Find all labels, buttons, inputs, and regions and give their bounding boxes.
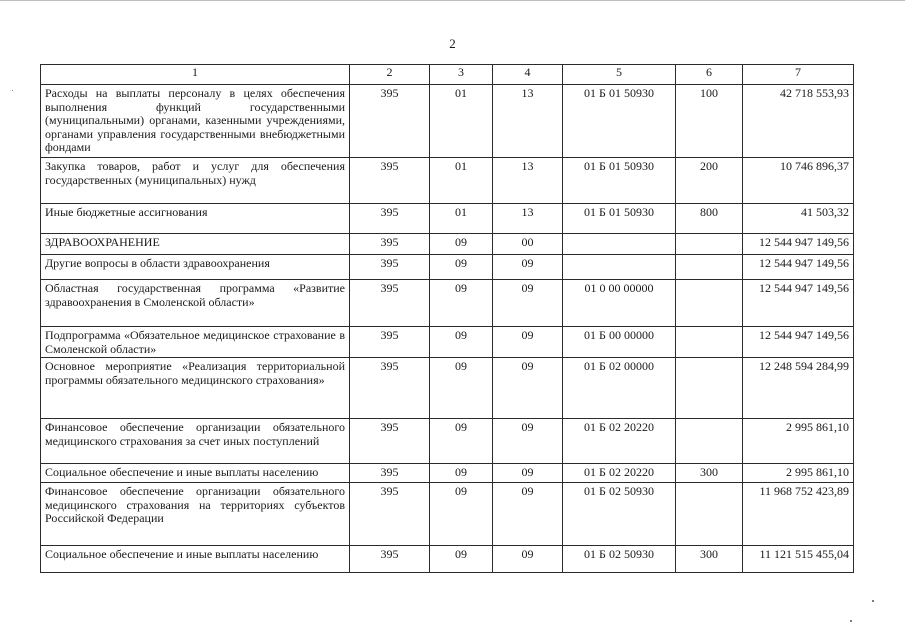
expense-type-code [676,255,743,280]
expense-type-code [676,483,743,546]
ministry-code: 395 [350,85,430,158]
expense-name: Финансовое обеспечение организации обязательного медицинского страхования за счет иных поступлений [41,419,350,464]
target-article-code: 01 Б 02 20220 [563,419,676,464]
subsection-code: 13 [493,204,563,234]
subsection-code: 13 [493,85,563,158]
expense-name: Подпрограмма «Обязательное медицинское страхование в Смоленской области» [41,327,350,358]
subsection-code: 13 [493,158,563,204]
table-row [41,255,854,280]
ministry-code: 395 [350,255,430,280]
table-body [41,85,854,573]
expense-name: Закупка товаров, работ и услуг для обеспечения государственных (муниципальных) нужд [41,158,350,204]
section-code: 01 [430,158,493,204]
table-row [41,546,854,573]
ministry-code: 395 [350,419,430,464]
expense-name: Областная государственная программа «Развитие здравоохранения в Смоленской области» [41,280,350,327]
table-row [41,327,854,358]
table-row [41,358,854,419]
table-header [41,65,854,85]
section-code: 01 [430,85,493,158]
header-row [41,65,854,85]
target-article-code [563,234,676,255]
expense-name: Финансовое обеспечение организации обязательного медицинского страхования на территориях субъектов Российской Федерации [41,483,350,546]
ministry-code: 395 [350,546,430,573]
target-article-code: 01 Б 00 00000 [563,327,676,358]
table-row [41,85,854,158]
table-row [41,158,854,204]
expense-name: Основное мероприятие «Реализация территориальной программы обязательного медицинского страхования» [41,358,350,419]
ministry-code: 395 [350,280,430,327]
ministry-code: 395 [350,464,430,483]
ministry-code: 395 [350,234,430,255]
amount: 2 995 861,10 [743,464,854,483]
column-header: 5 [563,65,676,85]
ministry-code: 395 [350,327,430,358]
page-top-edge [0,0,905,1]
section-code: 09 [430,464,493,483]
expense-type-code: 200 [676,158,743,204]
expense-type-code: 100 [676,85,743,158]
expense-type-code: 300 [676,464,743,483]
amount: 11 968 752 423,89 [743,483,854,546]
section-code: 09 [430,358,493,419]
budget-table [40,64,854,573]
amount: 12 544 947 149,56 [743,327,854,358]
section-code: 09 [430,419,493,464]
section-code: 09 [430,255,493,280]
amount: 41 503,32 [743,204,854,234]
expense-name: ЗДРАВООХРАНЕНИЕ [41,234,350,255]
expense-type-code [676,234,743,255]
scan-speck [872,600,874,602]
ministry-code: 395 [350,204,430,234]
subsection-code: 09 [493,327,563,358]
amount: 10 746 896,37 [743,158,854,204]
table-row [41,204,854,234]
target-article-code: 01 Б 01 50930 [563,158,676,204]
expense-type-code [676,358,743,419]
section-code: 09 [430,280,493,327]
ministry-code: 395 [350,358,430,419]
amount: 12 544 947 149,56 [743,280,854,327]
expense-type-code: 800 [676,204,743,234]
amount: 11 121 515 455,04 [743,546,854,573]
column-header: 7 [743,65,854,85]
subsection-code: 00 [493,234,563,255]
expense-name: Иные бюджетные ассигнования [41,204,350,234]
subsection-code: 09 [493,255,563,280]
section-code: 09 [430,327,493,358]
table-row [41,234,854,255]
amount: 12 544 947 149,56 [743,234,854,255]
amount: 42 718 553,93 [743,85,854,158]
subsection-code: 09 [493,419,563,464]
scan-speck [850,620,852,622]
expense-type-code: 300 [676,546,743,573]
table-row [41,280,854,327]
target-article-code: 01 Б 01 50930 [563,204,676,234]
section-code: 09 [430,483,493,546]
section-code: 09 [430,546,493,573]
target-article-code: 01 Б 01 50930 [563,85,676,158]
target-article-code [563,255,676,280]
ministry-code: 395 [350,158,430,204]
table-row [41,419,854,464]
target-article-code: 01 Б 02 50930 [563,483,676,546]
target-article-code: 01 Б 02 50930 [563,546,676,573]
target-article-code: 01 0 00 00000 [563,280,676,327]
amount: 2 995 861,10 [743,419,854,464]
target-article-code: 01 Б 02 20220 [563,464,676,483]
subsection-code: 09 [493,483,563,546]
expense-name: Социальное обеспечение и иные выплаты населению [41,464,350,483]
expense-name: Другие вопросы в области здравоохранения [41,255,350,280]
table-row [41,483,854,546]
scan-speck [12,90,13,91]
column-header: 3 [430,65,493,85]
subsection-code: 09 [493,546,563,573]
column-header: 4 [493,65,563,85]
expense-name: Расходы на выплаты персоналу в целях обеспечения выполнения функций государственными (муниципальными) органами, казенными учреждениями, органами управления государственными внебюджетными фондами [41,85,350,158]
subsection-code: 09 [493,358,563,419]
column-header: 2 [350,65,430,85]
expense-name: Социальное обеспечение и иные выплаты населению [41,546,350,573]
section-code: 01 [430,204,493,234]
amount: 12 248 594 284,99 [743,358,854,419]
column-header: 6 [676,65,743,85]
amount: 12 544 947 149,56 [743,255,854,280]
target-article-code: 01 Б 02 00000 [563,358,676,419]
expense-type-code [676,327,743,358]
section-code: 09 [430,234,493,255]
subsection-code: 09 [493,280,563,327]
ministry-code: 395 [350,483,430,546]
column-header: 1 [41,65,350,85]
expense-type-code [676,419,743,464]
table-row [41,464,854,483]
subsection-code: 09 [493,464,563,483]
expense-type-code [676,280,743,327]
page-number: 2 [449,36,456,51]
